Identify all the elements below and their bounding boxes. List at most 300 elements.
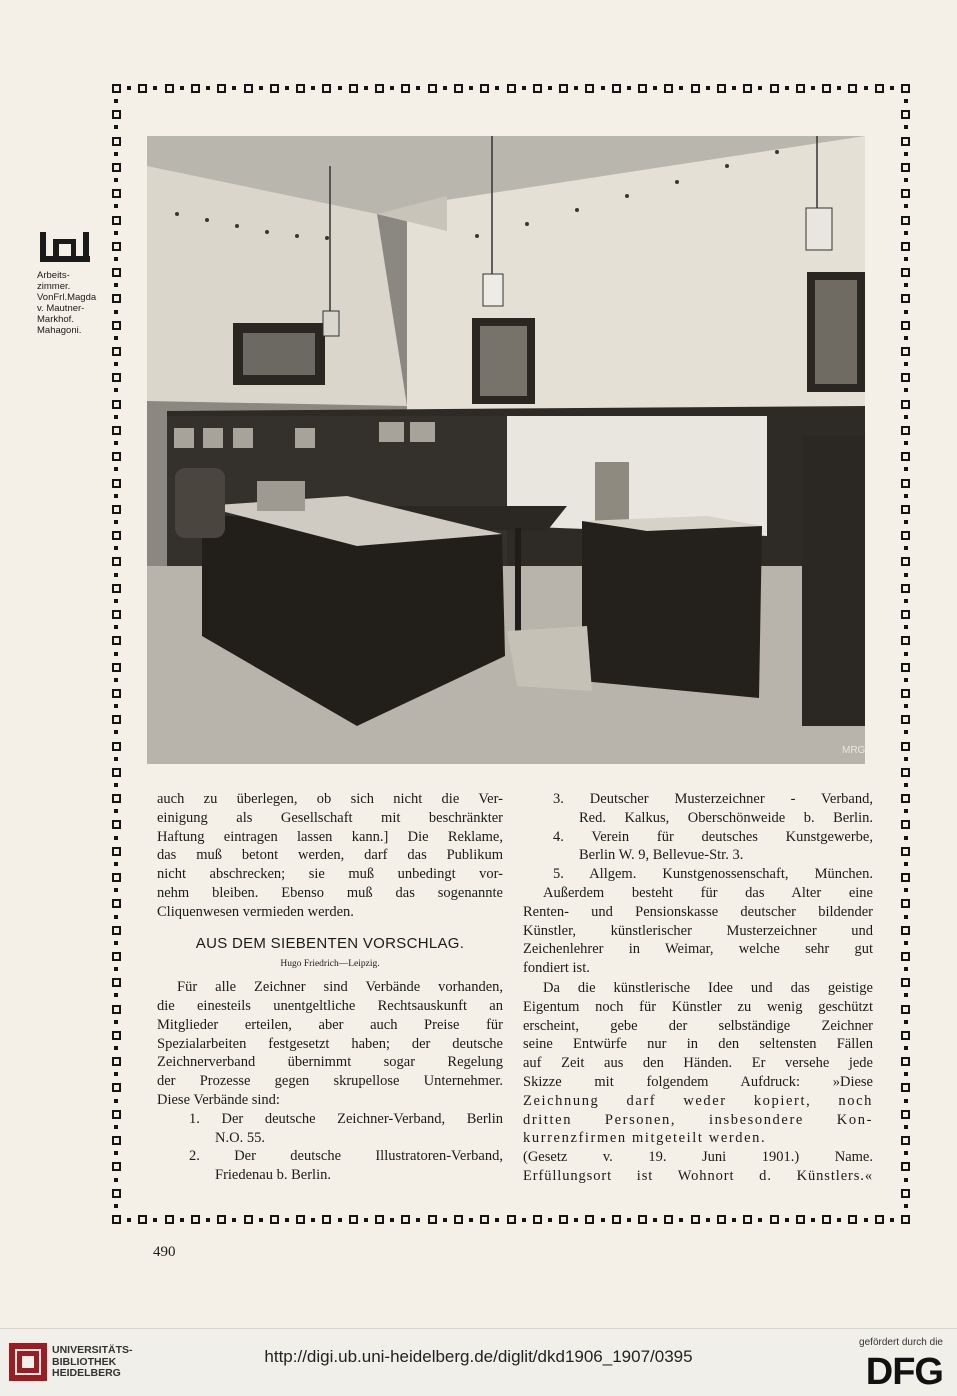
border-square <box>191 1215 200 1224</box>
list-item: Friedenau b. Berlin. <box>215 1167 331 1184</box>
text-line: fondiert ist. <box>523 960 590 977</box>
border-dot <box>114 546 118 550</box>
border-square <box>901 610 910 619</box>
border-dot <box>904 1125 908 1129</box>
list-item: 2. Der deutsche Illustratoren-Verband, <box>189 1148 503 1165</box>
border-square <box>901 584 910 593</box>
border-square <box>822 1215 831 1224</box>
border-dot <box>904 783 908 787</box>
border-square <box>796 1215 805 1224</box>
border-dot <box>904 652 908 656</box>
border-dot <box>904 836 908 840</box>
border-dot <box>904 757 908 761</box>
border-square <box>349 1215 358 1224</box>
text-line: nehm bleiben. Ebenso muß das sogenannte <box>157 884 503 901</box>
border-dot <box>114 99 118 103</box>
border-dot <box>114 1125 118 1129</box>
border-square <box>796 84 805 93</box>
border-dot <box>904 1204 908 1208</box>
border-square <box>112 84 121 93</box>
border-square <box>717 84 726 93</box>
border-dot <box>904 520 908 524</box>
institution-line: HEIDELBERG <box>52 1367 121 1379</box>
list-item: Berlin W. 9, Bellevue-Str. 3. <box>579 847 744 864</box>
border-square <box>901 847 910 856</box>
library-footer <box>0 1328 957 1396</box>
border-square <box>901 820 910 829</box>
list-item: 5. Allgem. Kunstgenossenschaft, München. <box>553 866 873 883</box>
border-dot <box>127 1218 131 1222</box>
border-square <box>112 531 121 540</box>
border-dot <box>548 86 552 90</box>
border-dot <box>153 1218 157 1222</box>
border-square <box>612 84 621 93</box>
border-square <box>322 84 331 93</box>
text-line: kurrenzfirmen mitgeteilt werden. <box>523 1130 767 1147</box>
border-dot <box>864 86 868 90</box>
border-square <box>270 1215 279 1224</box>
border-dot <box>114 494 118 498</box>
border-square <box>901 1005 910 1014</box>
border-dot <box>574 1218 578 1222</box>
caption-line: VonFrl.Magda <box>37 292 97 303</box>
list-item: N.O. 55. <box>215 1129 265 1146</box>
border-square <box>901 689 910 698</box>
border-square <box>112 242 121 251</box>
list-item: Red. Kalkus, Oberschönweide b. Berlin. <box>579 809 873 826</box>
border-square <box>112 1031 121 1040</box>
border-square <box>901 636 910 645</box>
border-dot <box>522 86 526 90</box>
border-square <box>901 400 910 409</box>
border-square <box>901 294 910 303</box>
border-dot <box>864 1218 868 1222</box>
border-square <box>112 899 121 908</box>
border-dot <box>259 1218 263 1222</box>
border-dot <box>904 388 908 392</box>
border-dot <box>114 336 118 340</box>
border-dot <box>904 862 908 866</box>
border-dot <box>114 388 118 392</box>
border-square <box>901 137 910 146</box>
text-line: Erfüllungsort ist Wohnort d. Künstlers.« <box>523 1167 873 1184</box>
right-text-column <box>523 790 873 1186</box>
border-square <box>270 84 279 93</box>
border-dot <box>114 652 118 656</box>
border-dot <box>364 86 368 90</box>
caption-line: v. Mautner- <box>37 303 85 314</box>
border-dot <box>495 86 499 90</box>
caption-line: Markhof. <box>37 314 74 325</box>
border-square <box>901 952 910 961</box>
border-square <box>112 479 121 488</box>
association-list-continued <box>523 790 873 884</box>
text-line: Zeichnerverband übernimmt sogar Regelung <box>157 1054 503 1071</box>
border-dot <box>114 1178 118 1182</box>
border-square <box>901 426 910 435</box>
border-square <box>401 84 410 93</box>
caption-line: zimmer. <box>37 281 71 292</box>
border-square <box>375 84 384 93</box>
border-square <box>244 84 253 93</box>
border-square <box>901 1057 910 1066</box>
border-dot <box>706 86 710 90</box>
border-square <box>112 1057 121 1066</box>
border-square <box>112 1110 121 1119</box>
border-square <box>112 1083 121 1092</box>
border-square <box>112 373 121 382</box>
border-square <box>901 1110 910 1119</box>
border-square <box>875 84 884 93</box>
list-item: 1. Der deutsche Zeichner-Verband, Berlin <box>189 1110 503 1127</box>
photo-signature: MRG <box>842 745 865 756</box>
border-dot <box>114 704 118 708</box>
border-dot <box>904 494 908 498</box>
border-square <box>901 110 910 119</box>
text-line: Außerdem besteht für das Alter eine <box>543 884 873 901</box>
border-dot <box>469 1218 473 1222</box>
text-line: das muß betont werden, darf das Publikum <box>157 847 503 864</box>
border-square <box>112 505 121 514</box>
border-dot <box>114 1151 118 1155</box>
border-square <box>901 84 910 93</box>
border-square <box>480 1215 489 1224</box>
border-square <box>112 689 121 698</box>
border-dot <box>785 1218 789 1222</box>
text-line: Haftung eintragen lassen kann.] Die Reklame, <box>157 828 503 845</box>
text-line: Diese Verbände sind: <box>157 1091 280 1108</box>
border-square <box>507 84 516 93</box>
border-square <box>112 663 121 672</box>
border-square <box>664 1215 673 1224</box>
border-square <box>507 1215 516 1224</box>
page-number: 490 <box>153 1244 176 1260</box>
text-line: einigung als Gesellschaft mit beschränkter <box>157 809 503 826</box>
border-dot <box>114 757 118 761</box>
text-line: Da die künstlerische Idee und das geistige <box>543 979 873 996</box>
border-square <box>901 242 910 251</box>
border-square <box>743 84 752 93</box>
border-dot <box>114 915 118 919</box>
border-square <box>112 347 121 356</box>
border-square <box>691 1215 700 1224</box>
border-dot <box>904 546 908 550</box>
border-square <box>112 1136 121 1145</box>
border-square <box>480 84 489 93</box>
right-paragraph-1 <box>523 884 873 978</box>
border-square <box>901 216 910 225</box>
border-dot <box>232 1218 236 1222</box>
border-square <box>191 84 200 93</box>
photo-caption <box>37 270 97 336</box>
border-dot <box>706 1218 710 1222</box>
border-square <box>349 84 358 93</box>
border-dot <box>114 625 118 629</box>
border-square <box>901 1136 910 1145</box>
border-dot <box>890 1218 894 1222</box>
border-dot <box>443 86 447 90</box>
border-dot <box>904 257 908 261</box>
caption-line: Mahagoni. <box>37 325 82 336</box>
border-dot <box>114 888 118 892</box>
border-dot <box>732 86 736 90</box>
left-text-column <box>157 790 503 1185</box>
border-square <box>296 1215 305 1224</box>
border-square <box>901 1189 910 1198</box>
border-square <box>638 84 647 93</box>
border-dot <box>785 86 789 90</box>
border-square <box>901 715 910 724</box>
border-dot <box>679 1218 683 1222</box>
text-line: dritten Personen, insbesondere Kon- <box>523 1111 873 1128</box>
border-square <box>375 1215 384 1224</box>
border-dot <box>904 704 908 708</box>
border-dot <box>904 1046 908 1050</box>
border-square <box>638 1215 647 1224</box>
border-dot <box>627 1218 631 1222</box>
border-dot <box>180 86 184 90</box>
border-dot <box>904 1178 908 1182</box>
border-dot <box>904 993 908 997</box>
document-url-link[interactable]: http://digi.ub.uni-heidelberg.de/diglit/dkd1906_1907/0395 <box>264 1347 693 1366</box>
border-square <box>612 1215 621 1224</box>
border-square <box>112 768 121 777</box>
border-square <box>112 742 121 751</box>
text-line: Künstler, künstlerischer Musterzeichner und <box>523 922 873 939</box>
dfg-logo: DFG <box>865 1351 943 1393</box>
border-dot <box>114 993 118 997</box>
border-dot <box>904 362 908 366</box>
border-square <box>112 294 121 303</box>
border-dot <box>469 86 473 90</box>
border-dot <box>114 941 118 945</box>
border-square <box>901 505 910 514</box>
border-dot <box>114 178 118 182</box>
text-line: Zeichenlehrer in Weimar, welche sehr gut <box>523 941 873 958</box>
border-square <box>112 163 121 172</box>
border-square <box>112 794 121 803</box>
border-dot <box>338 86 342 90</box>
border-dot <box>114 415 118 419</box>
border-square <box>901 1083 910 1092</box>
text-line: auch zu überlegen, ob sich nicht die Ver- <box>157 791 503 807</box>
border-square <box>901 557 910 566</box>
text-line: (Gesetz v. 19. Juni 1901.) Name. <box>523 1149 873 1166</box>
institution-line: UNIVERSITÄTS- <box>52 1344 133 1356</box>
border-dot <box>114 836 118 840</box>
border-dot <box>904 967 908 971</box>
border-dot <box>904 730 908 734</box>
border-square <box>848 84 857 93</box>
border-dot <box>114 1020 118 1024</box>
border-square <box>901 768 910 777</box>
border-dot <box>114 125 118 129</box>
association-list <box>157 1110 503 1185</box>
border-dot <box>114 1072 118 1076</box>
border-square <box>901 899 910 908</box>
border-dot <box>153 86 157 90</box>
border-dot <box>114 310 118 314</box>
border-square <box>112 926 121 935</box>
border-dot <box>904 1151 908 1155</box>
border-dot <box>904 573 908 577</box>
border-square <box>901 479 910 488</box>
border-square <box>770 84 779 93</box>
text-line: Spezialarbeiten festgesetzt haben; der deutsche <box>157 1035 503 1052</box>
border-square <box>901 1215 910 1224</box>
border-dot <box>311 1218 315 1222</box>
border-dot <box>904 1099 908 1103</box>
border-dot <box>416 86 420 90</box>
border-square <box>112 715 121 724</box>
border-square <box>717 1215 726 1224</box>
border-dot <box>495 1218 499 1222</box>
border-square <box>112 137 121 146</box>
border-square <box>112 820 121 829</box>
border-dot <box>601 86 605 90</box>
border-square <box>244 1215 253 1224</box>
border-square <box>165 84 174 93</box>
border-dot <box>285 86 289 90</box>
border-square <box>112 557 121 566</box>
border-dot <box>114 520 118 524</box>
border-dot <box>904 99 908 103</box>
border-dot <box>732 1218 736 1222</box>
border-square <box>112 110 121 119</box>
border-dot <box>114 678 118 682</box>
monogram-logo-icon <box>39 232 91 262</box>
border-square <box>112 268 121 277</box>
border-dot <box>627 86 631 90</box>
border-dot <box>904 1020 908 1024</box>
border-dot <box>904 467 908 471</box>
left-paragraph-2 <box>157 978 503 1110</box>
border-dot <box>758 1218 762 1222</box>
border-dot <box>114 730 118 734</box>
left-paragraph-1 <box>157 790 503 922</box>
border-square <box>217 1215 226 1224</box>
border-dot <box>180 1218 184 1222</box>
border-square <box>112 1162 121 1171</box>
border-square <box>428 1215 437 1224</box>
border-dot <box>114 967 118 971</box>
border-dot <box>114 1204 118 1208</box>
border-dot <box>114 231 118 235</box>
border-square <box>428 84 437 93</box>
border-dot <box>679 86 683 90</box>
border-dot <box>548 1218 552 1222</box>
border-dot <box>904 678 908 682</box>
border-dot <box>811 86 815 90</box>
border-square <box>743 1215 752 1224</box>
sponsor-label: gefördert durch die <box>859 1337 943 1348</box>
border-dot <box>114 599 118 603</box>
border-square <box>901 926 910 935</box>
text-line: erscheint, gebe der selbständige Zeichner <box>523 1017 873 1034</box>
border-square <box>112 452 121 461</box>
border-dot <box>904 941 908 945</box>
text-line: Skizze mit folgendem Aufdruck: »Diese <box>523 1073 873 1090</box>
border-dot <box>114 1099 118 1103</box>
border-dot <box>390 86 394 90</box>
border-dot <box>653 86 657 90</box>
border-square <box>901 873 910 882</box>
border-dot <box>904 336 908 340</box>
border-square <box>112 873 121 882</box>
border-dot <box>758 86 762 90</box>
border-dot <box>416 1218 420 1222</box>
border-dot <box>904 125 908 129</box>
border-square <box>322 1215 331 1224</box>
border-dot <box>904 231 908 235</box>
interior-photograph <box>147 136 865 764</box>
text-line: seine Entwürfe nur in den seltensten Fällen <box>523 1036 873 1053</box>
border-square <box>559 1215 568 1224</box>
border-dot <box>114 862 118 866</box>
text-line: der Prozesse gegen skrupellose Unternehmer. <box>157 1073 503 1090</box>
border-dot <box>206 1218 210 1222</box>
border-dot <box>259 86 263 90</box>
border-dot <box>114 573 118 577</box>
text-line: Cliquenwesen vermieden werden. <box>157 903 354 920</box>
border-dot <box>114 152 118 156</box>
border-square <box>901 163 910 172</box>
border-square <box>112 978 121 987</box>
border-dot <box>364 1218 368 1222</box>
border-dot <box>904 310 908 314</box>
border-dot <box>114 204 118 208</box>
border-dot <box>127 86 131 90</box>
border-dot <box>904 1072 908 1076</box>
text-line: nicht abschrecken; sie muß unbedingt vor- <box>157 866 503 883</box>
border-square <box>112 952 121 961</box>
border-dot <box>114 783 118 787</box>
border-square <box>559 84 568 93</box>
border-square <box>112 584 121 593</box>
border-square <box>112 216 121 225</box>
border-square <box>901 742 910 751</box>
list-item: 4. Verein für deutsches Kunstgewerbe, <box>553 828 873 845</box>
border-dot <box>285 1218 289 1222</box>
institution-line: BIBLIOTHEK <box>52 1355 117 1368</box>
border-square <box>901 321 910 330</box>
border-dot <box>114 441 118 445</box>
text-line: Zeichnung darf weder kopiert, noch <box>523 1092 873 1109</box>
border-square <box>112 400 121 409</box>
border-square <box>664 84 673 93</box>
border-square <box>901 373 910 382</box>
border-dot <box>114 809 118 813</box>
border-dot <box>114 1046 118 1050</box>
border-dot <box>522 1218 526 1222</box>
border-square <box>165 1215 174 1224</box>
caption-line: Arbeits- <box>37 270 70 281</box>
border-dot <box>904 441 908 445</box>
border-square <box>112 321 121 330</box>
border-square <box>901 978 910 987</box>
border-dot <box>338 1218 342 1222</box>
border-square <box>901 189 910 198</box>
border-dot <box>837 1218 841 1222</box>
text-line: Renten- und Pensionskasse deutscher bildender <box>523 903 873 920</box>
border-square <box>901 663 910 672</box>
border-square <box>112 1189 121 1198</box>
border-dot <box>811 1218 815 1222</box>
study-room-illustration <box>147 136 865 764</box>
border-dot <box>904 809 908 813</box>
right-paragraph-2 <box>523 979 873 1186</box>
border-dot <box>904 599 908 603</box>
